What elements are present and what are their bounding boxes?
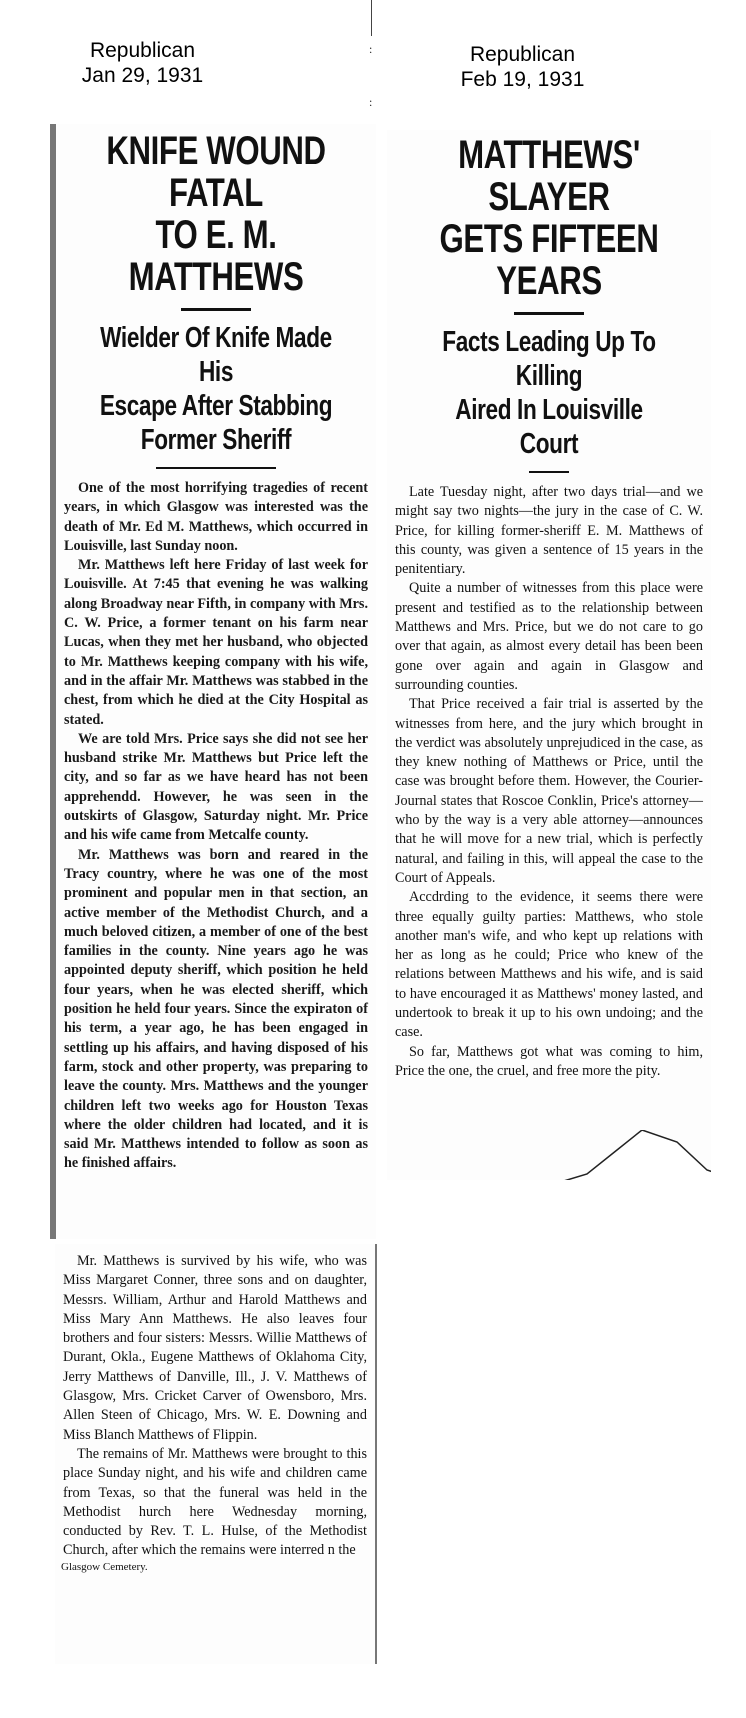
paragraph: Mr. Matthews left here Friday of last week for Louisville. At 7:45 that evening he was walking along Broadway near Fifth, in company with Mrs. C. W. Price, a former tenant on his farm near Lucas, when they met her husband, who objected to Mr. Matthews keeping company with his wife, and in the affair Mr. Matthews was stabbed in the chest, from which he died at the City Hospital as stated. — [64, 557, 368, 728]
article-tail: Glasgow Cemetery. — [61, 1560, 148, 1573]
headline-rule — [181, 308, 251, 311]
torn-paper-edge — [387, 1130, 711, 1180]
subhead-line-2: Aired In Louisville — [455, 394, 643, 426]
paragraph: One of the most horrifying tragedies of recent years, in which Glasgow was interested was the death of Mr. Ed M. Matthews, which occurred in Louisville, last Sunday noon. — [64, 480, 368, 554]
paragraph: Late Tuesday night, after two days trial—and we might say two nights—the jury in the case of C. W. Price, for killing former-sheriff E. M. Matthews of this county, was given a sentence of 15 years in the penitentiary. — [395, 484, 703, 578]
column-divider — [371, 0, 372, 36]
caption-left-paper: Republican — [89, 39, 196, 62]
subhead-line-3: Former Sheriff — [140, 424, 292, 456]
paragraph: Mr. Matthews was born and reared in the Tracy country, where he was one of the most prominent and popular men in that section, an active member of the Methodist Church, and a much beloved citizen, a member of one of the best families in the county. Nine years ago he was appointed deputy sheriff, which position he held four years, when he was elected sheriff, which position he held four years. Since the expiraton of his term, a year ago, he has been engaged in settling up his affairs, and having disposed of his farm, stock and other property, was preparing to leave the county. Mrs. Matthews and the younger children left two weeks ago for Houston Texas where the older children had located, and it is said Mr. Matthews intended to follow as soon as he finished affairs. — [64, 846, 368, 1172]
paragraph: Accdrding to the evidence, it seems there were three equally guilty parties: Matthews, who stole another man's wife, and who kept up relations with her as long as he could; Price who knew of the relations between Matthews and his wife, and is said to have encouraged it as Matthews' money lasted, and undertook to break it up to his own undoing; and the case. — [395, 889, 703, 1041]
paragraph: We are told Mrs. Price says she did not see her husband strike Mr. Matthews but Price left the city, and so far as we have heard has not been apprehendd. However, he was seen in the outskirts of Glasgow, Saturday night. Mr. Price and his wife came from Metcalfe county. — [64, 730, 368, 844]
headline-rule — [514, 312, 584, 315]
headline-line-1: MATTHEWS' SLAYER — [458, 133, 640, 219]
divider-dot: : — [369, 95, 373, 109]
clipping-left — [50, 124, 376, 1239]
headline-line-2: TO E. M. MATTHEWS — [128, 213, 304, 299]
caption-left-date: Jan 29, 1931 — [81, 64, 204, 87]
paragraph: So far, Matthews got what was coming to him, Price the one, the cruel, and free more the pity. — [395, 1043, 703, 1079]
caption-left — [55, 38, 230, 88]
headline-line-2: GETS FIFTEEN YEARS — [439, 217, 659, 303]
clipping-right — [387, 130, 711, 1180]
paragraph: Mr. Matthews is survived by his wife, who was Miss Margaret Conner, three sons and on daughter, Messrs. William, Arthur and Harold Matthews and Miss Mary Ann Matthews. He also leaves four brothers and four sisters: Messrs. Willie Matthews of Durant, Okla., Eugene Matthews of Oklahoma City, Jerry Matthews of Danville, Ill., J. V. Matthews of Glasgow, Mrs. Cricket Carver of Owensboro, Mrs. Allen Steen of Chicago, Mrs. W. E. Downing and Miss Blanch Matthews of Flippin. — [63, 1253, 367, 1443]
caption-right-paper: Republican — [469, 43, 576, 66]
paragraph: That Price received a fair trial is asserted by the witnesses from here, and the jury which brought in the verdict was absolutely unprejudiced in the case, as they knew nothing of Matthews or Price, until the case was brought before them. However, the Courier-Journal states that Roscoe Conklin, Price's attorney—who by the way is a very able attorney—announces that he will move for a new trial, which is perfectly natural, and failing in this, will appeal the case to the Court of Appeals. — [395, 696, 703, 886]
subhead-line-2: Escape After Stabbing — [99, 390, 333, 422]
clipping-left-continued — [55, 1244, 377, 1664]
subhead-rule — [529, 471, 569, 473]
article-body — [64, 479, 368, 1174]
article-body-continued — [63, 1252, 367, 1561]
caption-right — [435, 42, 610, 92]
subhead-line-1: Wielder Of Knife Made His — [100, 322, 332, 388]
caption-right-date: Feb 19, 1931 — [460, 68, 585, 91]
article-body — [395, 483, 703, 1081]
paragraph: The remains of Mr. Matthews were brought to this place Sunday night, and his wife and children came from Texas, so that the funeral was held in the Methodist hurch here Wednesday morning, conducted by Rev. T. L. Hulse, of the Methodist Church, after which the remains were interred n the — [63, 1445, 367, 1559]
paragraph: Quite a number of witnesses from this place were present and testified as to the relationship between Matthews and Mrs. Price, but we do not care to go over that again, as almost every detail has been been gone over again and again in Glasgow and surrounding counties. — [395, 580, 703, 693]
divider-dot: : — [369, 42, 373, 56]
subhead-line-1: Facts Leading Up To Killing — [442, 326, 656, 392]
subhead-line-3: Court — [519, 428, 579, 460]
headline-line-1: KNIFE WOUND FATAL — [106, 129, 326, 215]
subhead-rule — [156, 467, 276, 469]
